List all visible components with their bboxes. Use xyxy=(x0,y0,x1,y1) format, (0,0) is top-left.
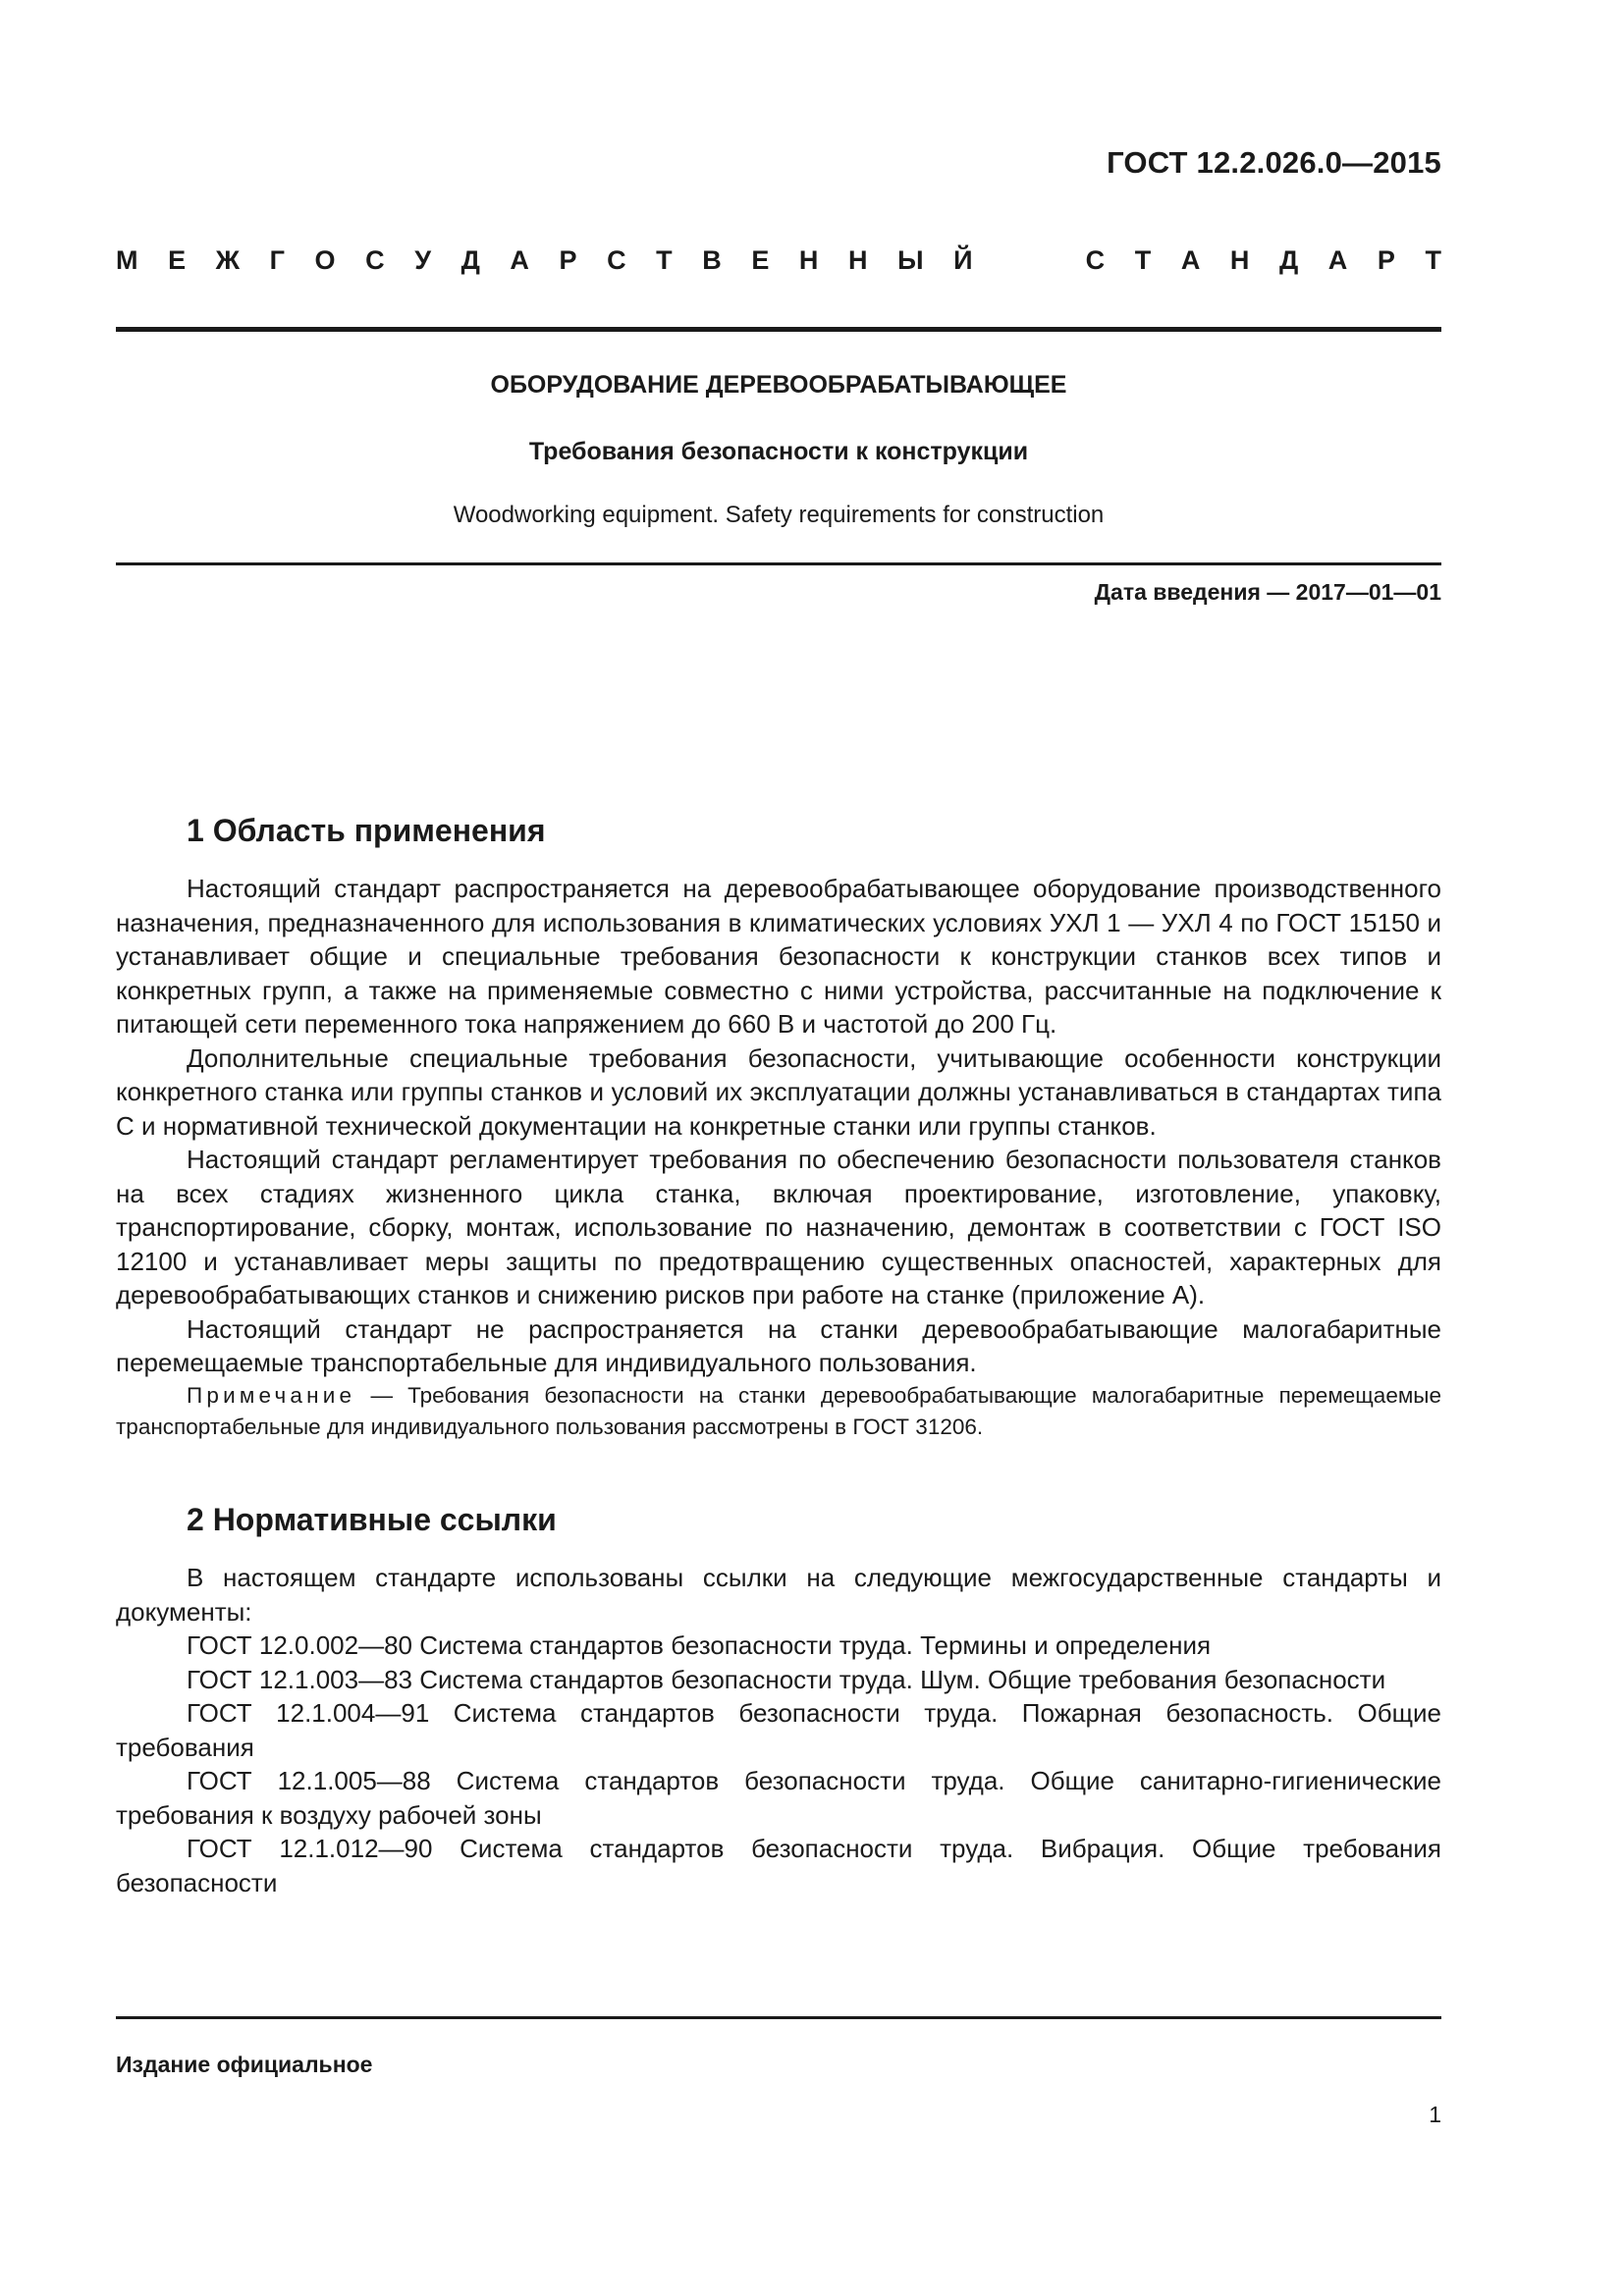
paragraph: Настоящий стандарт не распространяется на станки деревообрабатывающие малогабаритные перемещаемые транспортабельные для индивидуального пользования. xyxy=(116,1313,1441,1377)
official-edition-label: Издание официальное xyxy=(116,2052,373,2077)
banner-letter: Ы xyxy=(897,245,924,275)
banner-letter: Т xyxy=(1134,245,1152,275)
banner-letter: Й xyxy=(953,245,973,275)
gost-number: ГОСТ 12.2.026.0—2015 xyxy=(1107,145,1441,180)
note-text: — Требования безопасности на станки деревообрабатывающие малогабаритные перемещаемые транспортабельные для индивидуального пользования рассмотрены в ГОСТ 31206. xyxy=(116,1383,1441,1439)
banner-letter: С xyxy=(365,245,385,275)
banner-letter: Е xyxy=(168,245,187,275)
footer-divider xyxy=(116,2016,1441,2019)
banner-letter: О xyxy=(314,245,336,275)
title-divider xyxy=(116,562,1441,565)
section-2-body xyxy=(116,1561,1441,1899)
banner-letter: А xyxy=(1327,245,1348,275)
paragraph: Настоящий стандарт регламентирует требования по обеспечению безопасности пользователя станков на всех стадиях жизненного цикла станка, включая проектирование, изготовление, упаковку, транспортирование, сборку, монтаж, использование по назначению, демонтаж в соответствии с ГОСТ ISO 12100 и устанавливает меры защиты по предотвращению существенных опасностей, характерных для деревообрабатывающих станков и снижению рисков при работе на станке (приложение А). xyxy=(116,1145,1441,1309)
reference-entry: ГОСТ 12.1.012—90 Система стандартов безопасности труда. Вибрация. Общие требования безопасности xyxy=(116,1834,1441,1897)
section-1-heading: 1 Область применения xyxy=(187,813,546,848)
banner-letter: Ж xyxy=(215,245,241,275)
paragraph: Настоящий стандарт распространяется на деревообрабатывающее оборудование производственного назначения, предназначенного для использования в климатических условиях УХЛ 1 — УХЛ 4 по ГОСТ 15150 и устанавливает общие и специальные требования безопасности к конструкции станков всех типов и конкретных групп, а также на применяемые совместно с ними устройства, рассчитанные на подключение к питающей сети переменного тока напряжением до 660 В и частотой до 200 Гц. xyxy=(116,874,1441,1039)
banner-letter: С xyxy=(607,245,626,275)
banner-letter: Н xyxy=(848,245,868,275)
banner-letter: А xyxy=(510,245,529,275)
section-1-body xyxy=(116,872,1441,1380)
reference-entry: ГОСТ 12.0.002—80 Система стандартов безопасности труда. Термины и определения xyxy=(187,1630,1212,1660)
banner-letter: Р xyxy=(1377,245,1395,275)
interstate-standard-banner xyxy=(116,245,1441,276)
reference-entry: ГОСТ 12.1.003—83 Система стандартов безопасности труда. Шум. Общие требования безопасности xyxy=(187,1664,1386,1694)
banner-letter: А xyxy=(1180,245,1201,275)
section-2-heading: 2 Нормативные ссылки xyxy=(187,1502,557,1537)
banner-letter: М xyxy=(116,245,138,275)
paragraph: Дополнительные специальные требования безопасности, учитывающие особенности конструкции конкретного станка или группы станков и условий их эксплуатации должны устанавливаться в стандартах типа С и нормативной технической документации на конкретные станки или группы станков. xyxy=(116,1042,1441,1141)
banner-letter: Н xyxy=(1229,245,1250,275)
banner-letter: Н xyxy=(798,245,819,275)
banner-letter: С xyxy=(1085,245,1106,275)
banner-letter: У xyxy=(414,245,432,275)
banner-letter: Т xyxy=(1425,245,1441,275)
banner-letter: Р xyxy=(559,245,577,275)
reference-entry: ГОСТ 12.1.005—88 Система стандартов безопасности труда. Общие санитарно-гигиенические требования к воздуху рабочей зоны xyxy=(116,1766,1441,1830)
banner-letter: Г xyxy=(269,245,285,275)
banner-word-gap xyxy=(1002,245,1056,276)
page-number: 1 xyxy=(1429,2102,1441,2127)
banner-letter: Д xyxy=(1278,245,1299,275)
banner-letter: Т xyxy=(656,245,673,275)
document-title: ОБОРУДОВАНИЕ ДЕРЕВООБРАБАТЫВАЮЩЕЕ xyxy=(490,371,1067,399)
document-subtitle: Требования безопасности к конструкции xyxy=(528,438,1029,465)
reference-entry: ГОСТ 12.1.004—91 Система стандартов безопасности труда. Пожарная безопасность. Общие требования xyxy=(116,1698,1441,1762)
note-label: Примечание xyxy=(187,1383,356,1408)
paragraph: В настоящем стандарте использованы ссылки на следующие межгосударственные стандарты и документы: xyxy=(116,1563,1441,1627)
banner-letter: В xyxy=(702,245,722,275)
banner-letter: Д xyxy=(460,245,480,275)
banner-letter: Е xyxy=(751,245,770,275)
section-1-note xyxy=(116,1380,1441,1443)
introduction-date: Дата введения — 2017—01—01 xyxy=(1094,579,1441,605)
document-subtitle-english: Woodworking equipment. Safety requirements for construction xyxy=(453,502,1105,528)
header-divider xyxy=(116,327,1441,332)
